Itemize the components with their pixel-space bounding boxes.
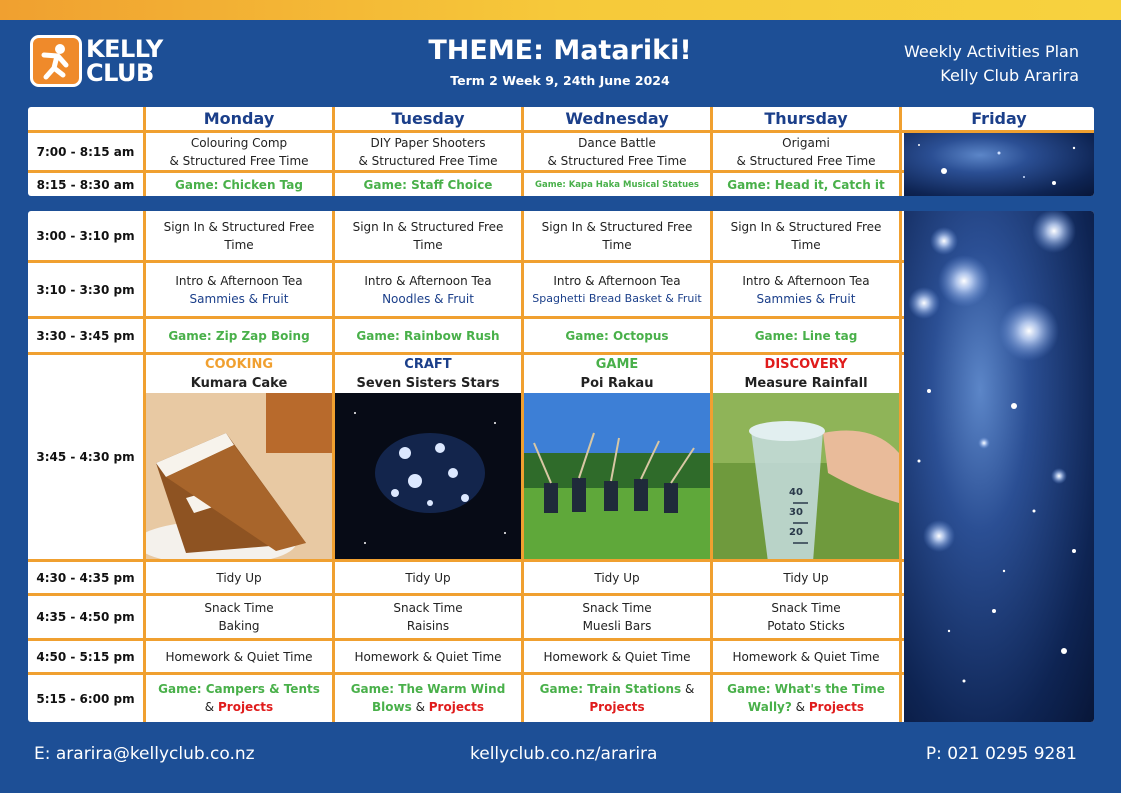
day-header-monday: Monday [146, 107, 335, 130]
time-slot: 8:15 - 8:30 am [28, 173, 146, 196]
activity-name: Kumara Cake [190, 376, 288, 391]
time-row [28, 211, 904, 263]
gauge-mark: 20 [789, 527, 803, 538]
game-cell: Game: Octopus [524, 319, 713, 352]
page-title: THEME: Matariki! [428, 35, 692, 66]
time-row [28, 133, 904, 173]
footer-phone[interactable]: P: 021 0295 9281 [925, 744, 1077, 764]
poi-rakau-photo [524, 393, 710, 559]
time-slot: 3:10 - 3:30 pm [28, 263, 146, 316]
morning-schedule [28, 107, 1094, 196]
gauge-mark: 40 [789, 487, 803, 498]
activity-cell: Homework & Quiet Time [146, 641, 335, 672]
time-slot: 7:00 - 8:15 am [28, 133, 146, 170]
activity-cell: Snack Time Baking [146, 596, 335, 638]
activity-cell: Dance Battle & Structured Free Time [524, 133, 713, 170]
activity-cell [713, 355, 902, 559]
time-slot: 4:35 - 4:50 pm [28, 596, 146, 638]
top-accent-bar [0, 0, 1121, 20]
activity-name: Seven Sisters Stars [356, 376, 500, 391]
activity-category: GAME [595, 357, 639, 372]
game-cell: Game: Chicken Tag [146, 173, 335, 196]
activity-category: COOKING [204, 357, 274, 372]
activity-cell: Intro & Afternoon Tea Sammies & Fruit [146, 263, 335, 316]
time-row [28, 319, 904, 355]
time-row [28, 675, 904, 722]
rain-gauge-photo [713, 393, 899, 559]
activity-cell: Game: The Warm Wind Blows & Projects [335, 675, 524, 722]
club-location: Kelly Club Ararira [940, 66, 1079, 85]
day-header-wednesday: Wednesday [524, 107, 713, 130]
time-row [28, 355, 904, 562]
time-slot: 3:45 - 4:30 pm [28, 355, 146, 559]
activity-cell [335, 355, 524, 559]
activity-cell: Snack Time Potato Sticks [713, 596, 902, 638]
activity-cell: Sign In & Structured Free Time [335, 211, 524, 260]
game-cell: Game: Rainbow Rush [335, 319, 524, 352]
activity-cell: Sign In & Structured Free Time [146, 211, 335, 260]
activity-cell [524, 355, 713, 559]
running-child-icon [30, 35, 82, 87]
game-cell: Game: Kapa Haka Musical Statues [524, 173, 713, 196]
activity-cell: Game: What's the Time Wally? & Projects [713, 675, 902, 722]
logo-line-1: KELLY [86, 35, 163, 63]
day-header-row [28, 107, 904, 133]
gauge-mark: 30 [789, 507, 803, 518]
game-cell: Game: Line tag [713, 319, 902, 352]
time-row [28, 263, 904, 319]
time-row [28, 641, 904, 675]
activity-category: CRAFT [404, 357, 452, 372]
activity-cell: Intro & Afternoon Tea Spaghetti Bread Basket & Fruit [524, 263, 713, 316]
afternoon-schedule [28, 211, 1094, 722]
activity-cell: Snack Time Raisins [335, 596, 524, 638]
activity-cell: Game: Campers & Tents & Projects [146, 675, 335, 722]
activity-cell: Homework & Quiet Time [524, 641, 713, 672]
activity-cell: Homework & Quiet Time [713, 641, 902, 672]
activity-cell: Sign In & Structured Free Time [524, 211, 713, 260]
game-cell: Game: Zip Zap Boing [146, 319, 335, 352]
pleiades-photo [335, 393, 521, 559]
activity-cell: Tidy Up [524, 562, 713, 593]
time-slot: 4:30 - 4:35 pm [28, 562, 146, 593]
time-slot: 5:15 - 6:00 pm [28, 675, 146, 722]
game-cell: Game: Head it, Catch it [713, 173, 902, 196]
activity-cell: Origami & Structured Free Time [713, 133, 902, 170]
activity-cell: Intro & Afternoon Tea Noodles & Fruit [335, 263, 524, 316]
activity-cell: Tidy Up [335, 562, 524, 593]
starfield-image [904, 133, 1094, 196]
cake-photo [146, 393, 332, 559]
time-row [28, 562, 904, 596]
logo-line-2: CLUB [86, 59, 154, 87]
page-subtitle: Term 2 Week 9, 24th June 2024 [450, 73, 670, 88]
game-cell: Game: Staff Choice [335, 173, 524, 196]
activity-category: DISCOVERY [764, 357, 848, 372]
activity-cell: Snack Time Muesli Bars [524, 596, 713, 638]
day-header-thursday: Thursday [713, 107, 902, 130]
activity-cell: Intro & Afternoon Tea Sammies & Fruit [713, 263, 902, 316]
activity-cell: Sign In & Structured Free Time [713, 211, 902, 260]
activity-cell: DIY Paper Shooters & Structured Free Time [335, 133, 524, 170]
footer-website[interactable]: kellyclub.co.nz/ararira [470, 744, 658, 764]
day-header-friday: Friday [904, 107, 1094, 133]
time-row [28, 173, 904, 196]
time-slot: 3:30 - 3:45 pm [28, 319, 146, 352]
activity-cell: Homework & Quiet Time [335, 641, 524, 672]
activity-cell: Game: Train Stations & Projects [524, 675, 713, 722]
kelly-club-logo[interactable] [30, 35, 163, 87]
time-row [28, 596, 904, 641]
day-header-tuesday: Tuesday [335, 107, 524, 130]
activity-cell: Tidy Up [146, 562, 335, 593]
activity-cell: Colouring Comp & Structured Free Time [146, 133, 335, 170]
starfield-image [904, 211, 1094, 722]
time-slot: 3:00 - 3:10 pm [28, 211, 146, 260]
time-slot: 4:50 - 5:15 pm [28, 641, 146, 672]
plan-label: Weekly Activities Plan [904, 42, 1079, 61]
activity-name: Poi Rakau [580, 376, 654, 391]
activity-name: Measure Rainfall [744, 376, 868, 391]
activity-cell [146, 355, 335, 559]
activity-cell: Tidy Up [713, 562, 902, 593]
footer-email[interactable]: E: ararira@kellyclub.co.nz [34, 744, 255, 764]
